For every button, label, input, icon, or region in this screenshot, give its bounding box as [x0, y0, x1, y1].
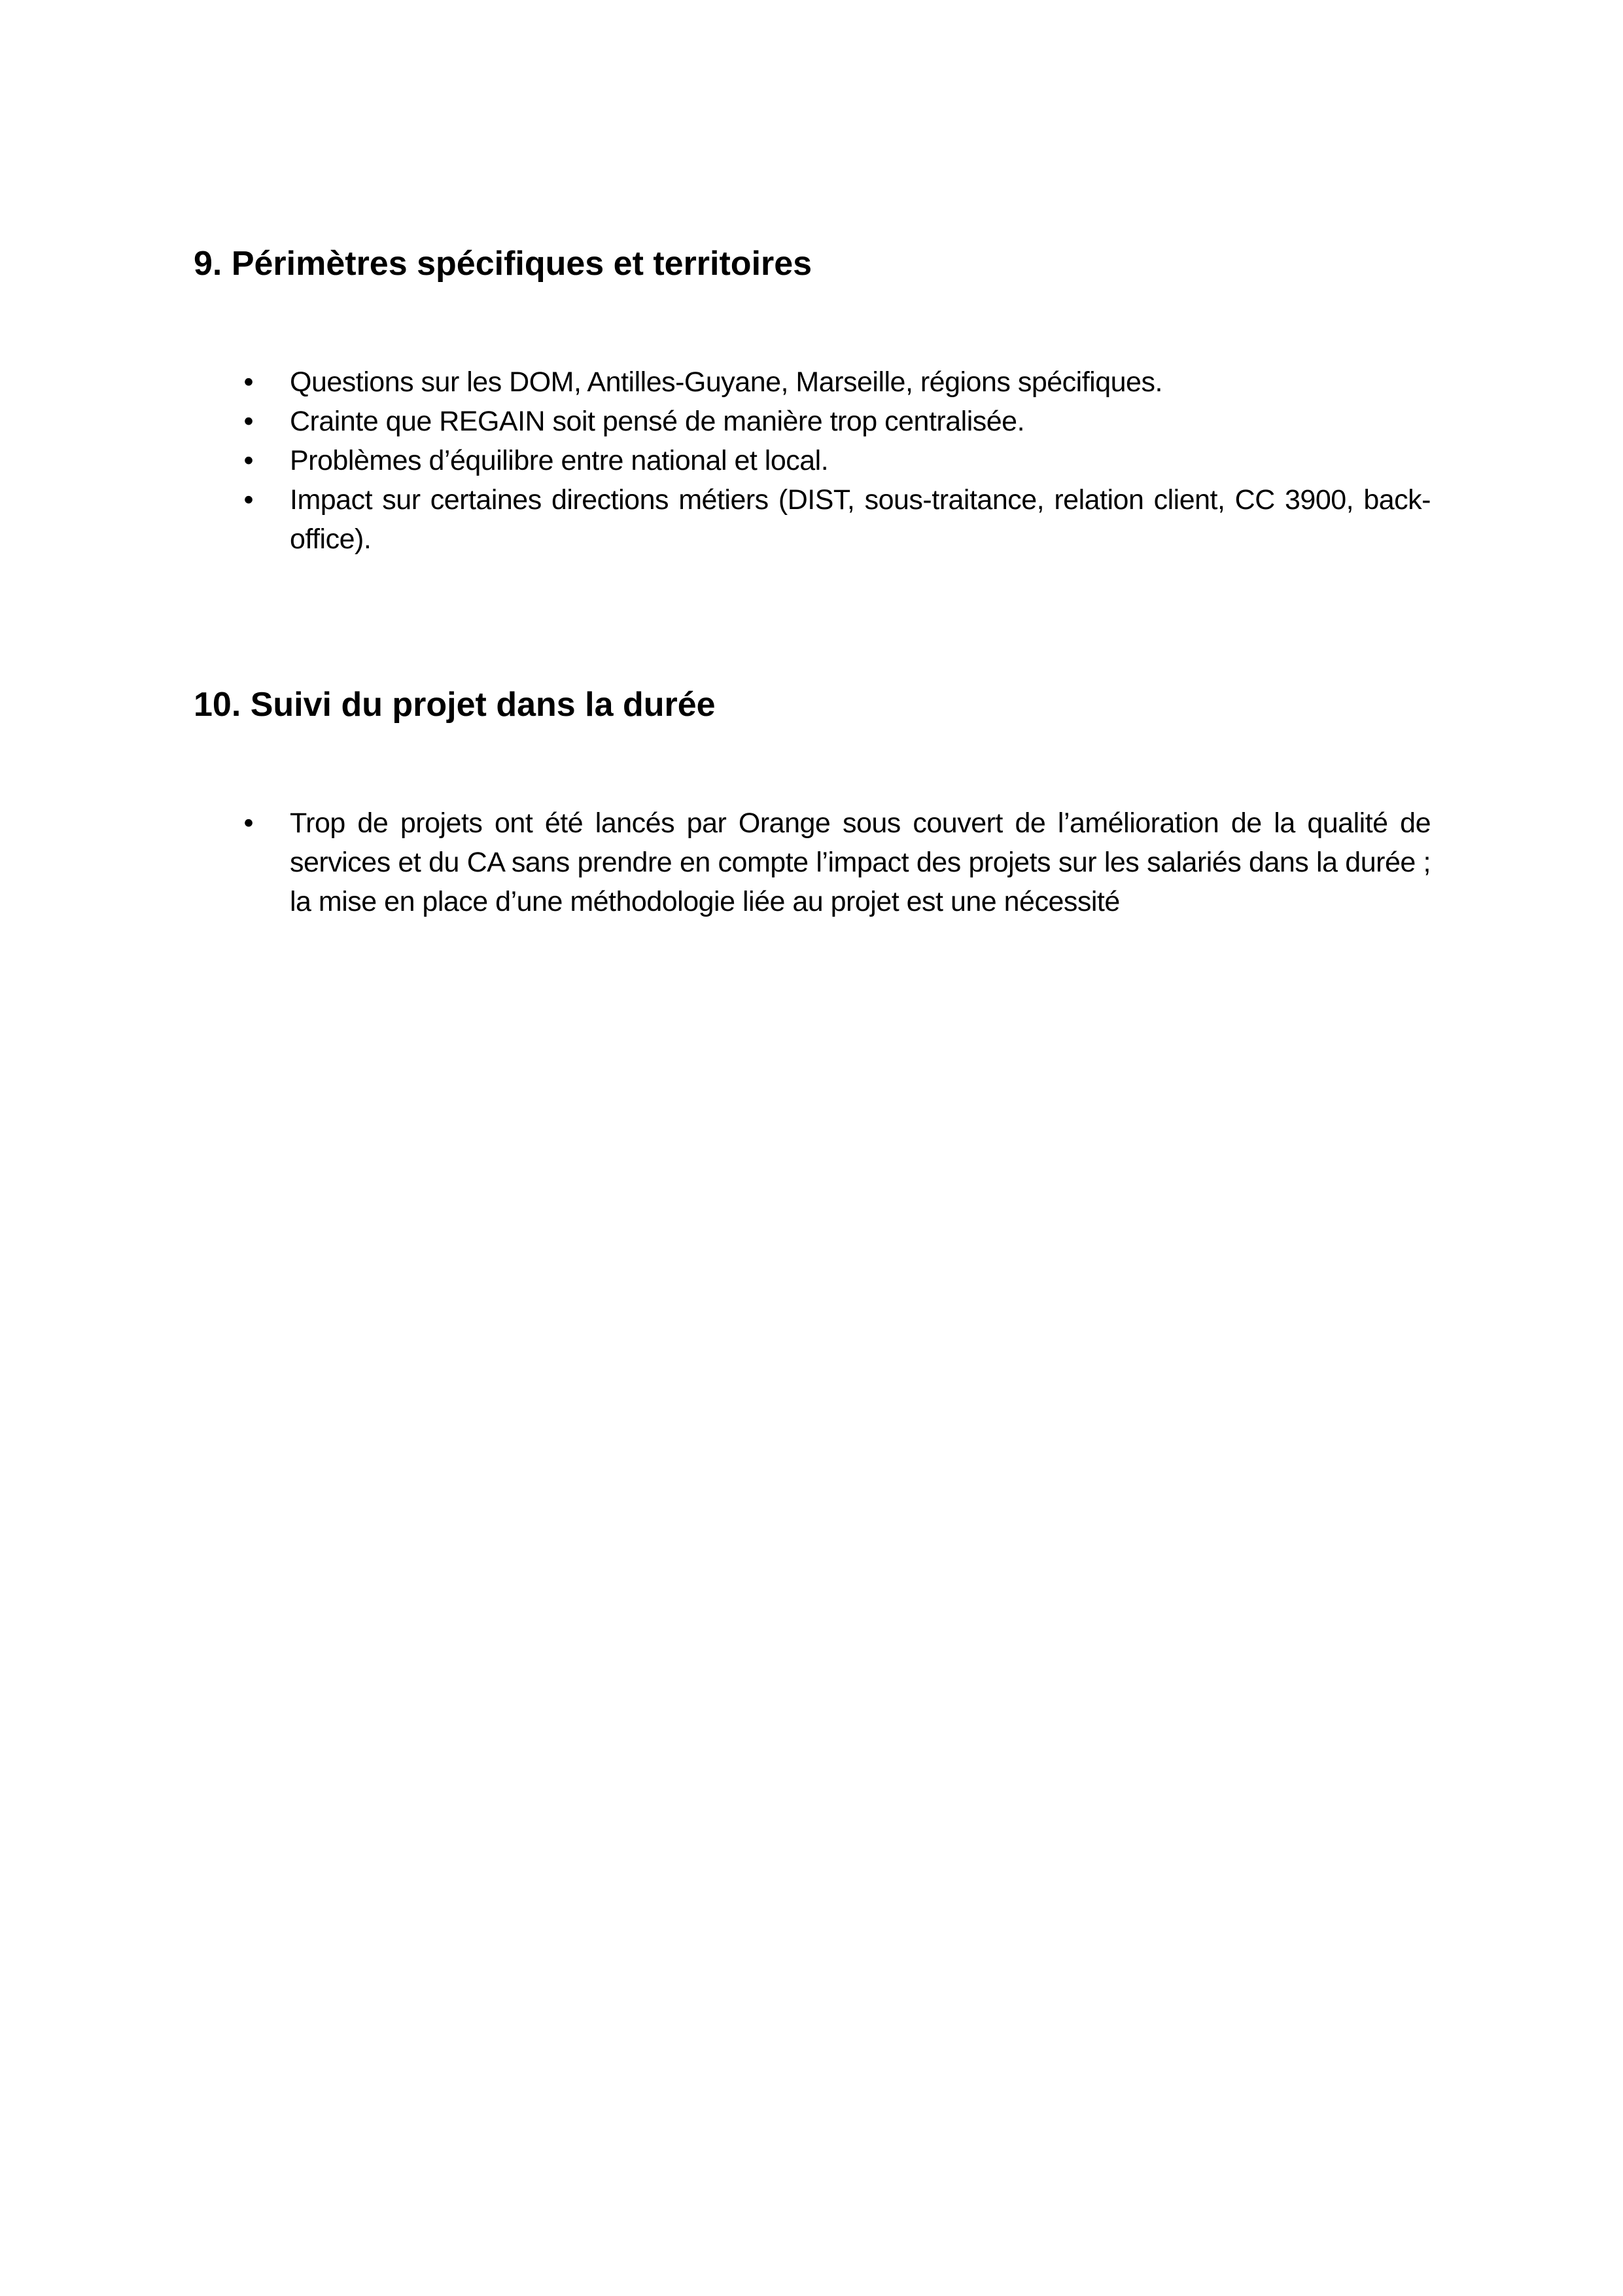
page-content: [0, 0, 1623, 921]
list-item: [194, 441, 1431, 480]
bullet-text: Crainte que REGAIN soit pensé de manière trop centralisée.: [290, 406, 1025, 437]
bullet-marker: •: [243, 366, 254, 398]
section-9: [194, 243, 1431, 559]
section-9-heading: 9. Périmètres spécifiques et territoires: [194, 245, 812, 283]
list-item: [194, 804, 1431, 921]
bullet-marker: •: [243, 484, 254, 516]
list-item: [194, 480, 1431, 559]
bullet-marker: •: [243, 406, 254, 437]
bullet-text: Questions sur les DOM, Antilles-Guyane, Marseille, régions spécifiques.: [290, 366, 1162, 398]
bullet-text: Problèmes d’équilibre entre national et local.: [290, 445, 829, 476]
section-9-bullet-list: [194, 362, 1431, 559]
bullet-text: Trop de projets ont été lancés par Orange sous couvert de l’amélioration de la qualité de services et du CA sans prendre en compte l’impact des projets sur les salariés dans la durée ; la mise en place d’une méthodologie liée au projet est une nécessité: [290, 807, 1431, 917]
section-10-heading: 10. Suivi du projet dans la durée: [194, 686, 716, 724]
list-item: [194, 362, 1431, 402]
section-10: [194, 684, 1431, 921]
bullet-marker: •: [243, 445, 254, 476]
section-10-bullet-list: [194, 804, 1431, 921]
bullet-text: Impact sur certaines directions métiers (DIST, sous-traitance, relation client, CC 3900, back-office).: [290, 484, 1431, 555]
bullet-marker: •: [243, 807, 254, 839]
list-item: [194, 402, 1431, 441]
